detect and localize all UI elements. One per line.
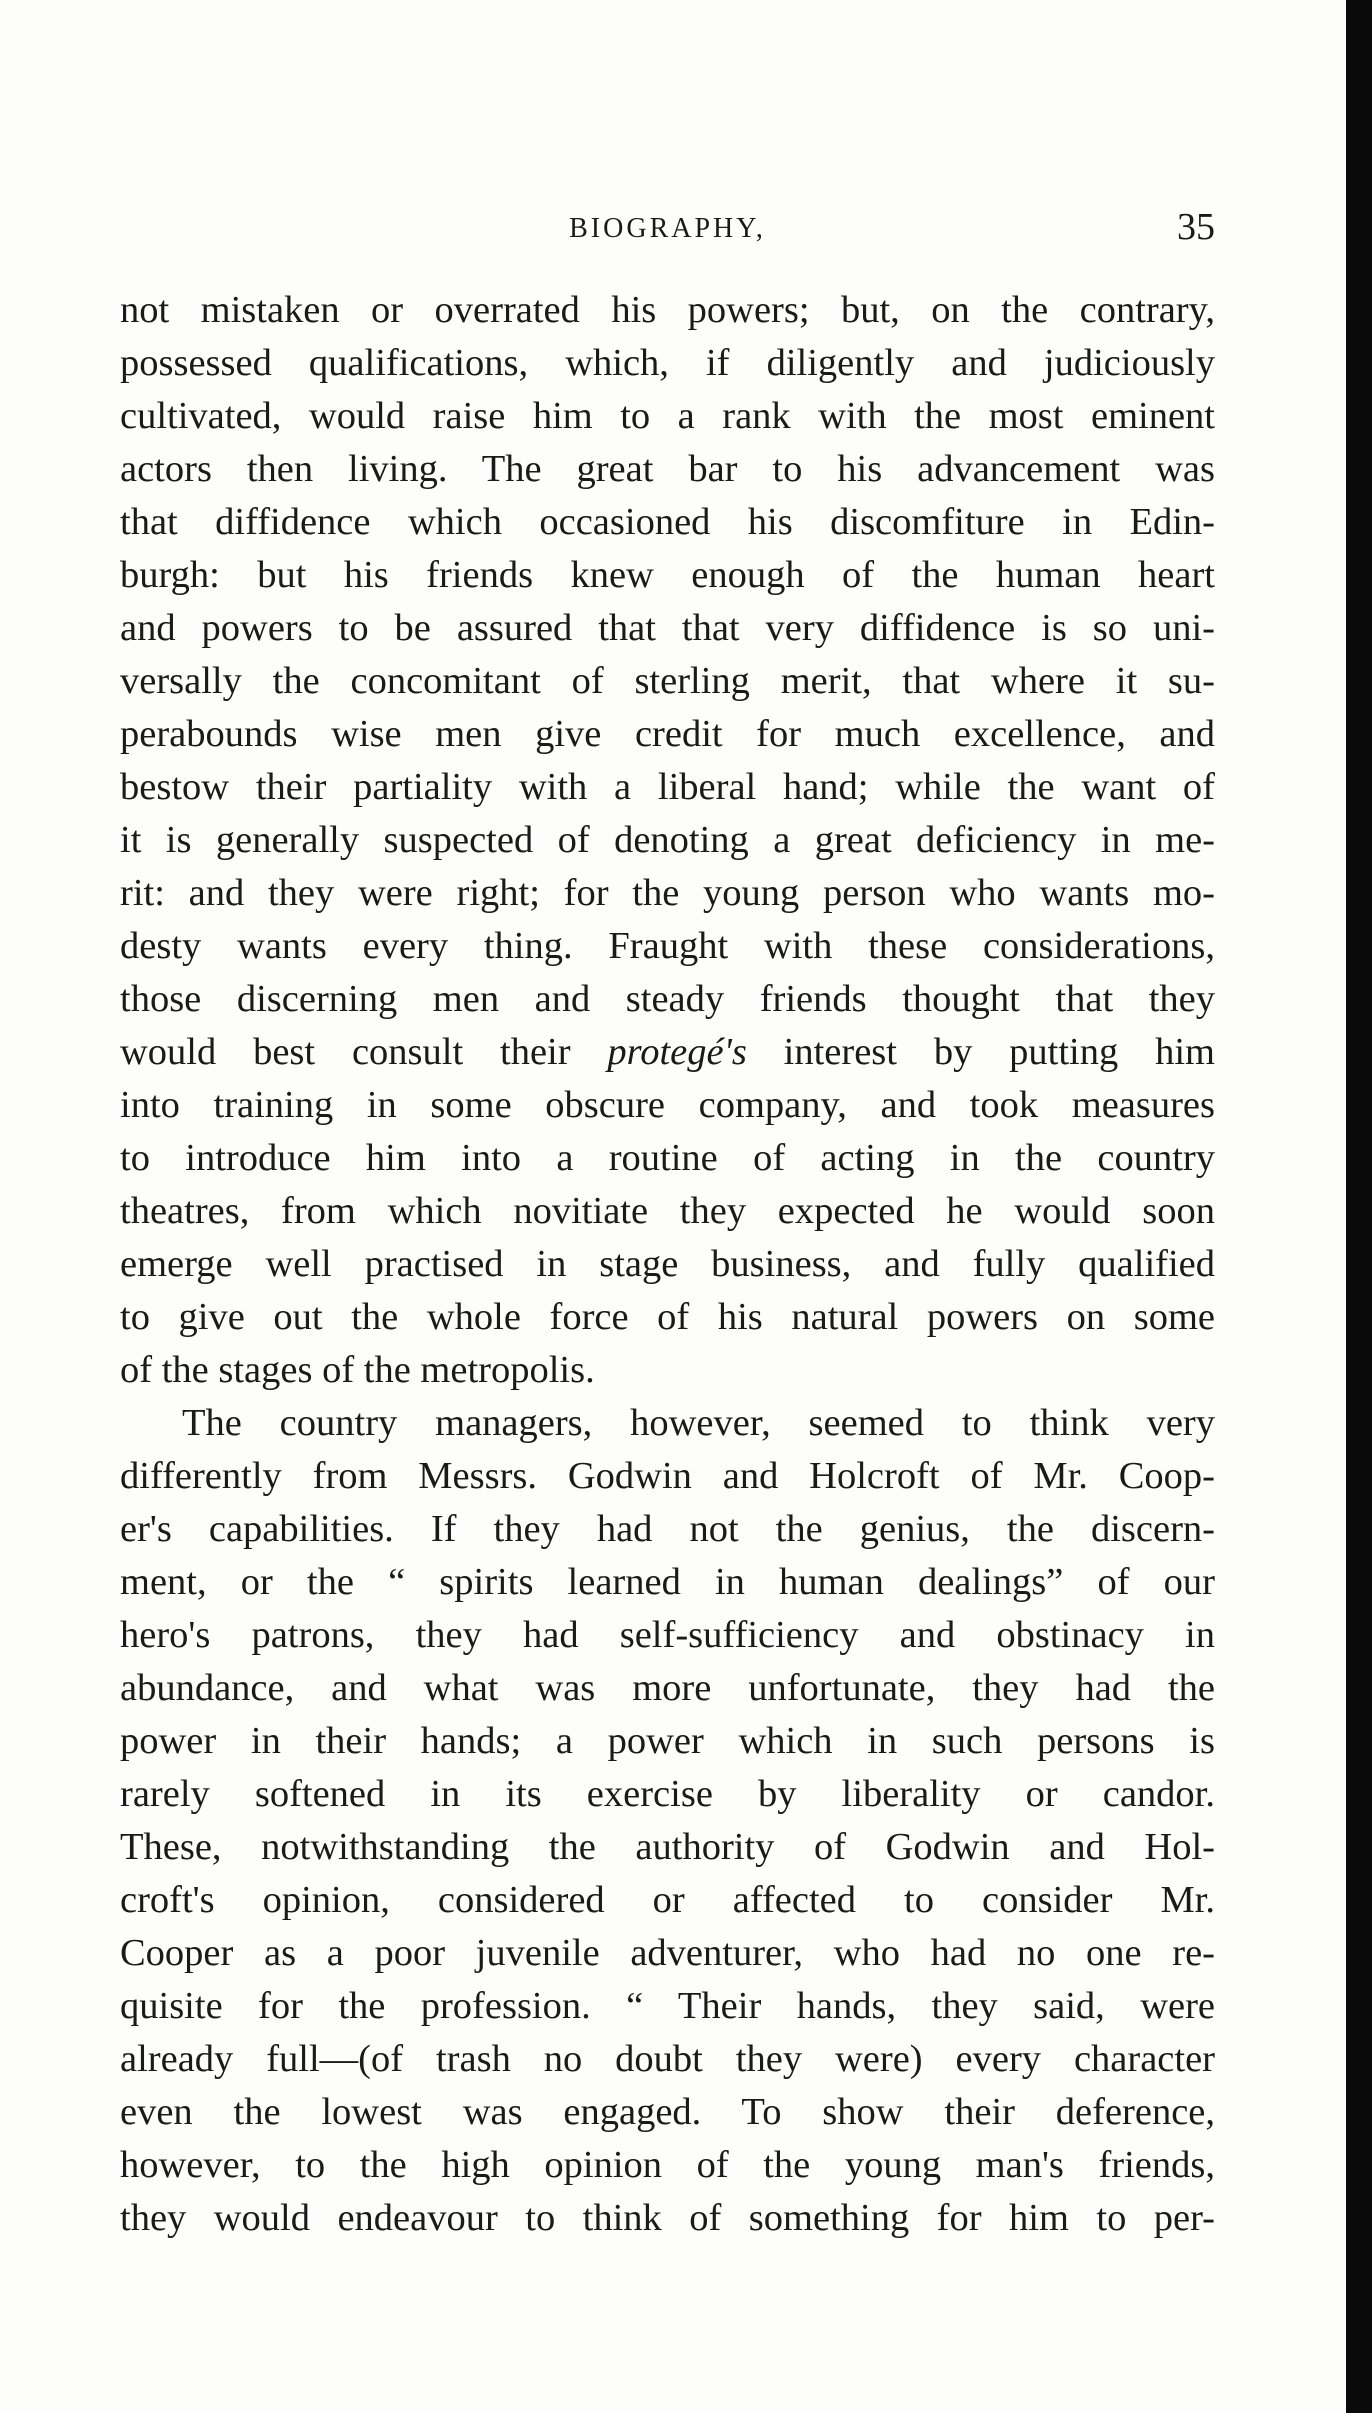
text-line: it is generally suspected of denoting a great deficiency in me- bbox=[120, 819, 1215, 861]
text-line: rarely softened in its exercise by liberality or candor. bbox=[120, 1773, 1215, 1815]
text-line: they would endeavour to think of something for him to per- bbox=[120, 2197, 1215, 2239]
text-line: to introduce him into a routine of acting in the country bbox=[120, 1137, 1215, 1179]
text-segment: interest by putting him bbox=[783, 1031, 1215, 1073]
text-line: croft's opinion, considered or affected to consider Mr. bbox=[120, 1879, 1215, 1921]
text-line: into training in some obscure company, and took measures bbox=[120, 1084, 1215, 1126]
text-line: already full—(of trash no doubt they were) every character bbox=[120, 2038, 1215, 2080]
text-line: bestow their partiality with a liberal hand; while the want of bbox=[120, 766, 1215, 808]
text-line: however, to the high opinion of the young man's friends, bbox=[120, 2144, 1215, 2186]
text-line: Cooper as a poor juvenile adventurer, who had no one re- bbox=[120, 1932, 1215, 1974]
text-line: ment, or the “ spirits learned in human dealings” of our bbox=[120, 1561, 1215, 1603]
text-line-with-italic bbox=[120, 1026, 1215, 1079]
text-line: desty wants every thing. Fraught with these considerations, bbox=[120, 925, 1215, 967]
text-line: even the lowest was engaged. To show their deference, bbox=[120, 2091, 1215, 2133]
text-line: that diffidence which occasioned his discomfiture in Edin- bbox=[120, 501, 1215, 543]
text-line: These, notwithstanding the authority of Godwin and Hol- bbox=[120, 1826, 1215, 1868]
text-line: cultivated, would raise him to a rank with the most eminent bbox=[120, 395, 1215, 437]
text-line: burgh: but his friends knew enough of the human heart bbox=[120, 554, 1215, 596]
paragraph-end-line: of the stages of the metropolis. bbox=[120, 1349, 595, 1391]
text-line: not mistaken or overrated his powers; but, on the contrary, bbox=[120, 289, 1215, 331]
text-line: hero's patrons, they had self-sufficiency and obstinacy in bbox=[120, 1614, 1215, 1656]
text-line: rit: and they were right; for the young person who wants mo- bbox=[120, 872, 1215, 914]
text-segment: would best consult their bbox=[120, 1031, 571, 1073]
italic-word-protege: protegé's bbox=[607, 1031, 747, 1073]
text-line: theatres, from which novitiate they expected he would soon bbox=[120, 1190, 1215, 1232]
text-line: possessed qualifications, which, if diligently and judiciously bbox=[120, 342, 1215, 384]
text-line: perabounds wise men give credit for much excellence, and bbox=[120, 713, 1215, 755]
text-line: and powers to be assured that that very diffidence is so uni- bbox=[120, 607, 1215, 649]
paragraph-first-line: The country managers, however, seemed to think very bbox=[182, 1402, 1215, 1444]
text-line: abundance, and what was more unfortunate, they had the bbox=[120, 1667, 1215, 1709]
running-head bbox=[120, 205, 1215, 255]
text-line: power in their hands; a power which in such persons is bbox=[120, 1720, 1215, 1762]
body-text bbox=[120, 284, 1215, 2245]
text-line: to give out the whole force of his natural powers on some bbox=[120, 1296, 1215, 1338]
page-number: 35 bbox=[1177, 206, 1215, 248]
text-line: differently from Messrs. Godwin and Holcroft of Mr. Coop- bbox=[120, 1455, 1215, 1497]
text-line: versally the concomitant of sterling merit, that where it su- bbox=[120, 660, 1215, 702]
running-title: BIOGRAPHY, bbox=[569, 213, 766, 244]
text-line: er's capabilities. If they had not the genius, the discern- bbox=[120, 1508, 1215, 1550]
page-edge-shadow bbox=[1346, 0, 1372, 2413]
text-line: those discerning men and steady friends thought that they bbox=[120, 978, 1215, 1020]
text-line: emerge well practised in stage business, and fully qualified bbox=[120, 1243, 1215, 1285]
text-line: actors then living. The great bar to his advancement was bbox=[120, 448, 1215, 490]
text-line: quisite for the profession. “ Their hands, they said, were bbox=[120, 1985, 1215, 2027]
